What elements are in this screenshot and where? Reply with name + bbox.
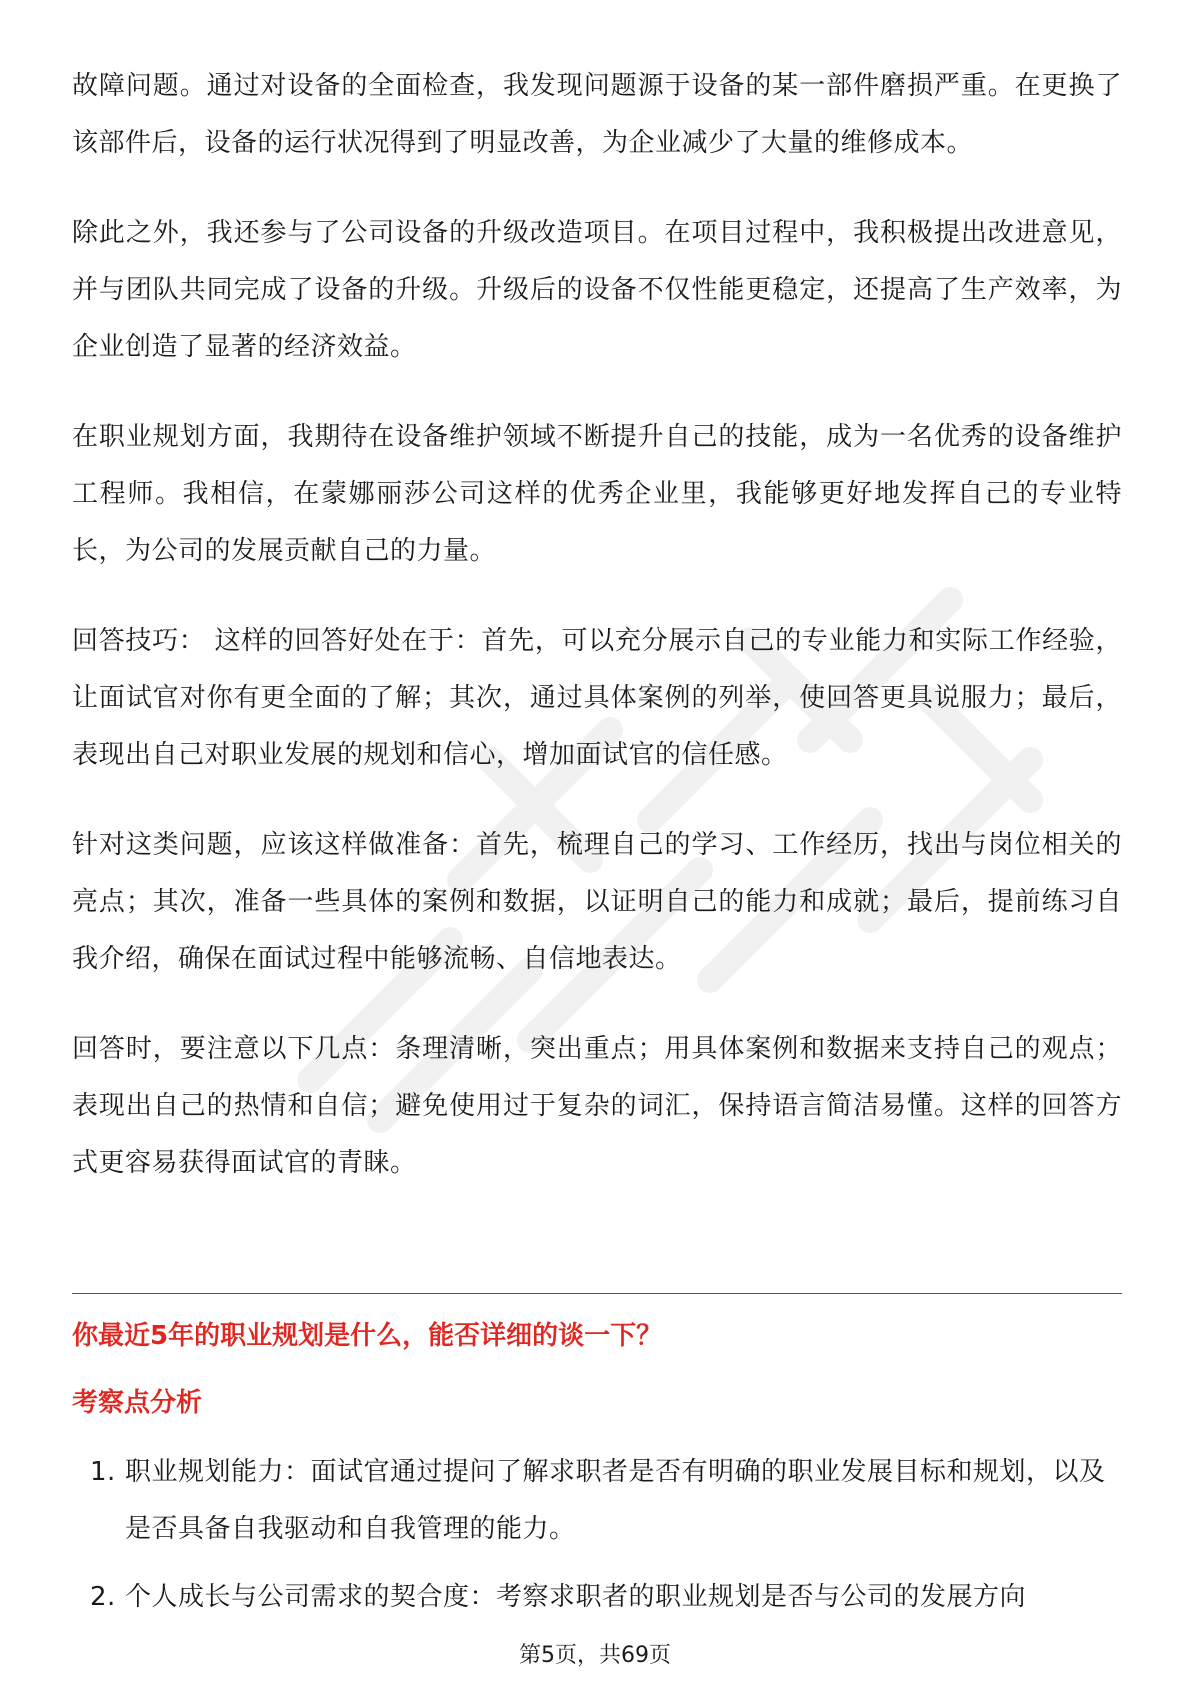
page-footer: 第5页，共69页 xyxy=(519,1643,671,1668)
main-content xyxy=(72,58,1122,1225)
section-title: 考察点分析 xyxy=(72,1388,203,1418)
paragraph: 除此之外，我还参与了公司设备的升级改造项目。在项目过程中，我积极提出改进意见，并与团队共同完成了设备的升级。升级后的设备不仅性能更稳定，还提高了生产效率，为企业创造了显著的经济效益。 xyxy=(72,218,1122,362)
list-item xyxy=(90,1444,1122,1558)
list-item-text: 职业规划能力：面试官通过提问了解求职者是否有明确的职业发展目标和规划，以及是否具备自我驱动和自我管理的能力。 xyxy=(125,1457,1106,1544)
list-number: 1. xyxy=(90,1457,116,1487)
analysis-list xyxy=(90,1444,1122,1637)
paragraph: 回答时，要注意以下几点：条理清晰，突出重点；用具体案例和数据来支持自己的观点；表现出自己的热情和自信；避免使用过于复杂的词汇，保持语言简洁易懂。这样的回答方式更容易获得面试官的青睐。 xyxy=(72,1034,1122,1178)
answer-tips-paragraph: 回答技巧： 这样的回答好处在于：首先，可以充分展示自己的专业能力和实际工作经验，让面试官对你有更全面的了解；其次，通过具体案例的列举，使回答更具说服力；最后，表现出自己对职业发展的规划和信心，增加面试官的信任感。 xyxy=(72,626,1122,770)
paragraph: 针对这类问题，应该这样做准备：首先，梳理自己的学习、工作经历，找出与岗位相关的亮点；其次，准备一些具体的案例和数据，以证明自己的能力和成就；最后，提前练习自我介绍，确保在面试过程中能够流畅、自信地表达。 xyxy=(72,830,1122,974)
list-item xyxy=(90,1569,1122,1626)
paragraph: 故障问题。通过对设备的全面检查，我发现问题源于设备的某一部件磨损严重。在更换了该部件后，设备的运行状况得到了明显改善，为企业减少了大量的维修成本。 xyxy=(72,71,1122,158)
list-item-text: 个人成长与公司需求的契合度：考察求职者的职业规划是否与公司的发展方向 xyxy=(125,1582,1027,1612)
section-divider xyxy=(72,1293,1122,1294)
paragraph: 在职业规划方面，我期待在设备维护领域不断提升自己的技能，成为一名优秀的设备维护工程师。我相信，在蒙娜丽莎公司这样的优秀企业里，我能够更好地发挥自己的专业特长，为公司的发展贡献自己的力量。 xyxy=(72,422,1122,566)
list-number: 2. xyxy=(90,1582,116,1612)
question-heading: 你最近5年的职业规划是什么，能否详细的谈一下？ xyxy=(72,1321,663,1351)
